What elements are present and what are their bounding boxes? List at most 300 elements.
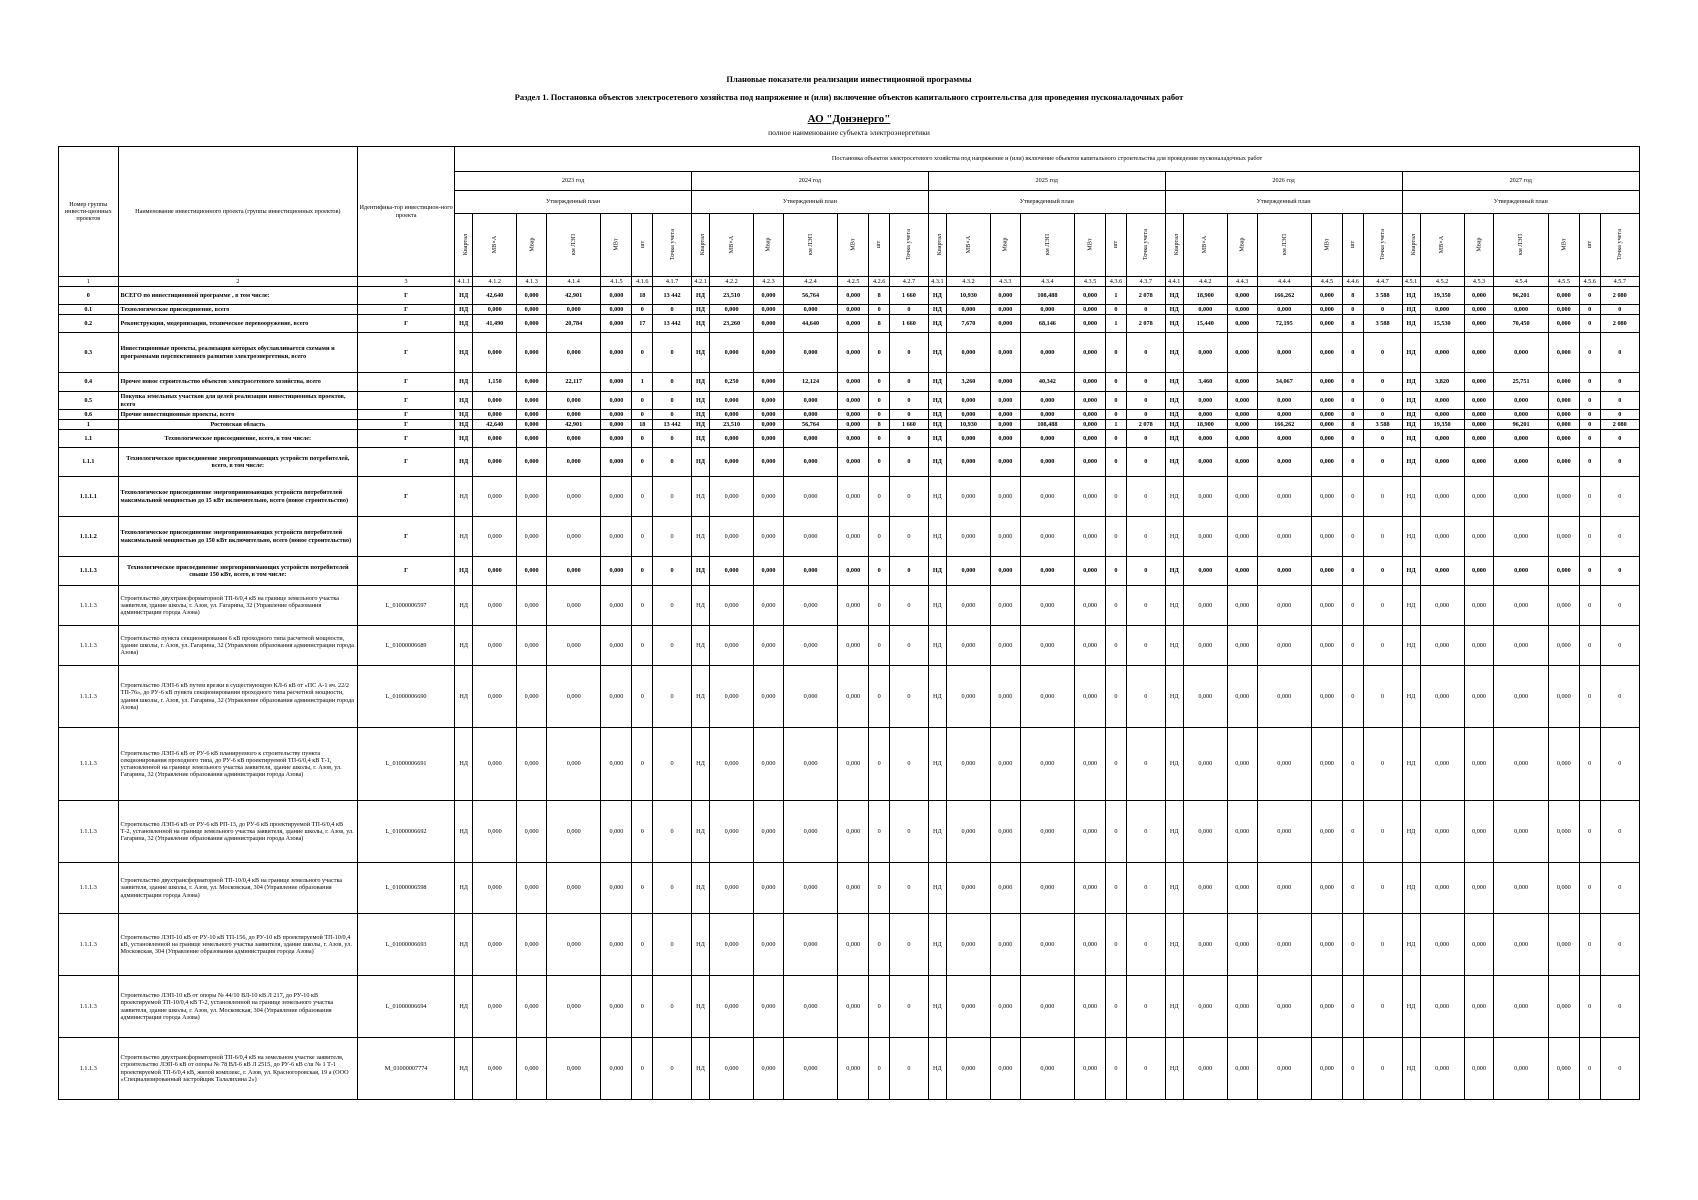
row-value: НД (928, 305, 946, 315)
row-value: 0,000 (1020, 430, 1074, 448)
row-value: НД (455, 392, 473, 410)
row-value: 0,000 (946, 305, 990, 315)
row-value: 0 (869, 430, 890, 448)
row-value: НД (1402, 801, 1420, 863)
row-value: НД (1402, 914, 1420, 976)
row-number: 1.1.1.3 (59, 863, 119, 914)
header-unit-label: МВт (849, 238, 857, 252)
row-value: 0 (1126, 517, 1165, 557)
row-value: 0,000 (946, 448, 990, 477)
row-value: 0,000 (1227, 315, 1257, 333)
row-value: НД (455, 410, 473, 420)
row-value: 0,000 (1548, 430, 1579, 448)
row-value: 0,000 (838, 666, 869, 728)
row-value: 0,000 (1257, 976, 1311, 1038)
row-value: 0,000 (1183, 517, 1227, 557)
row-value: 0,000 (1020, 333, 1074, 373)
row-value: 0,000 (1494, 392, 1548, 410)
row-value: 0,000 (1548, 517, 1579, 557)
row-value: 0,000 (1420, 477, 1464, 517)
row-value: 0,000 (1548, 287, 1579, 305)
row-value: 0,000 (990, 448, 1020, 477)
row-value: 0,000 (473, 305, 517, 315)
row-value: 0,000 (1183, 626, 1227, 666)
row-value: 0,000 (1311, 557, 1342, 586)
row-value: 0 (869, 801, 890, 863)
column-number: 4.4.3 (1227, 277, 1257, 287)
row-value: 0,000 (547, 626, 601, 666)
row-value: 0 (1363, 477, 1402, 517)
row-project-name: Ростовская область (118, 420, 357, 430)
row-value: 0,000 (754, 305, 784, 315)
row-value: 0,000 (1420, 305, 1464, 315)
row-value: 0 (1342, 305, 1363, 315)
row-value: 0,000 (754, 448, 784, 477)
header-unit (1126, 214, 1165, 277)
header-group-number: Номер группы инвести-ционных проектов (59, 147, 119, 277)
row-value: 0,000 (1075, 373, 1106, 392)
row-value: 0,000 (710, 626, 754, 666)
table-row (59, 448, 1640, 477)
row-value: 0 (1342, 448, 1363, 477)
row-project-name: Строительство двухтрансформаторной ТП-10/0,4 кВ на границе земельного участка заявителя, здание школы, г. Азов, ул. Московская, 304 (Управление образования администрации города Азова) (118, 863, 357, 914)
row-value: 0,000 (990, 410, 1020, 420)
row-value: 0 (1579, 333, 1600, 373)
row-value: 0,000 (1257, 914, 1311, 976)
column-number: 4.2.5 (838, 277, 869, 287)
row-value: 42,640 (473, 287, 517, 305)
row-value: 0 (1342, 914, 1363, 976)
row-value: 3 588 (1363, 287, 1402, 305)
row-value: 13 442 (653, 420, 692, 430)
row-project-name: Технологическое присоединение энергопринимающих устройств потребителей, всего, в том числе: (118, 448, 357, 477)
column-number: 4.5.2 (1420, 277, 1464, 287)
row-value: НД (1165, 914, 1183, 976)
row-number: 0 (59, 287, 119, 305)
column-number: 4.4.6 (1342, 277, 1363, 287)
row-value: 1 (1106, 287, 1127, 305)
row-value: 0 (1106, 914, 1127, 976)
row-value: 0,000 (1548, 914, 1579, 976)
row-value: 0 (889, 430, 928, 448)
row-value: 0 (1579, 305, 1600, 315)
row-value: 0,000 (1257, 557, 1311, 586)
row-value: 0,000 (1420, 863, 1464, 914)
row-value: 0,000 (754, 333, 784, 373)
row-value: НД (691, 315, 709, 333)
row-value: 0 (632, 801, 653, 863)
row-value: НД (691, 666, 709, 728)
column-number: 4.5.6 (1579, 277, 1600, 287)
row-value: 0,000 (838, 801, 869, 863)
row-value: 0,000 (946, 801, 990, 863)
header-unit-label: Квартал (699, 234, 707, 256)
row-value: 0,000 (1227, 287, 1257, 305)
row-value: 0 (889, 586, 928, 626)
row-value: 0 (632, 1038, 653, 1100)
row-value: 0,000 (1075, 666, 1106, 728)
row-value: 0,000 (1420, 914, 1464, 976)
row-value: 0,000 (1020, 976, 1074, 1038)
row-value: 0 (869, 448, 890, 477)
header-unit (928, 214, 946, 277)
row-value: 0,000 (1494, 666, 1548, 728)
header-unit-label: Точка учета (668, 229, 676, 261)
header-group-title: Постановка объектов электросетевого хозяйства под напряжение и (или) включение объектов капитального строительства для проведения пусконаладочных работ (455, 147, 1640, 172)
row-value: 0 (1106, 1038, 1127, 1100)
row-value: 0,000 (547, 914, 601, 976)
row-value: 0 (1600, 976, 1639, 1038)
row-value: 0 (1363, 305, 1402, 315)
row-value: 0 (1342, 976, 1363, 1038)
row-project-name: ВСЕГО по инвестиционной программе , в том числе: (118, 287, 357, 305)
row-value: 68,146 (1020, 315, 1074, 333)
row-value: 0,000 (990, 333, 1020, 373)
row-value: 0 (653, 410, 692, 420)
row-value: 0,000 (1257, 392, 1311, 410)
row-value: 0 (1600, 863, 1639, 914)
row-value: 0 (653, 333, 692, 373)
row-value: 0,000 (1464, 287, 1494, 305)
row-value: НД (1402, 586, 1420, 626)
row-value: 0,000 (1464, 586, 1494, 626)
row-value: 0,000 (1548, 666, 1579, 728)
row-value: 0 (1579, 430, 1600, 448)
row-value: НД (691, 557, 709, 586)
row-value: 0,000 (838, 448, 869, 477)
header-unit-label: Мвар (1001, 237, 1009, 253)
row-value: 18 (632, 287, 653, 305)
row-value: НД (691, 305, 709, 315)
row-value: 23,510 (710, 420, 754, 430)
header-unit-label: км ЛЭП (806, 234, 814, 256)
row-value: 0 (1600, 1038, 1639, 1100)
header-unit (946, 214, 990, 277)
row-value: 0,000 (1227, 863, 1257, 914)
row-number: 0.3 (59, 333, 119, 373)
row-value: 0 (1600, 305, 1639, 315)
row-value: 0 (1600, 392, 1639, 410)
row-value: 0 (889, 517, 928, 557)
row-value: НД (1165, 315, 1183, 333)
row-value: НД (455, 557, 473, 586)
row-project-id: Г (358, 410, 455, 420)
row-value: 0,000 (601, 315, 632, 333)
row-value: 0,000 (1075, 477, 1106, 517)
row-value: 0 (1126, 392, 1165, 410)
header-unit (517, 214, 547, 277)
row-value: 0 (1106, 430, 1127, 448)
header-project-id: Идентифика-тор инвестицион-ного проекта (358, 147, 455, 277)
row-project-name: Строительство двухтрансформаторной ТП-6/0,4 кВ на границе земельного участка заявителя, здание школы, г. Азов, ул. Гагарина, 32 (Управление образования администрации города Азова) (118, 586, 357, 626)
row-value: 23,260 (710, 315, 754, 333)
row-value: 0,000 (1227, 1038, 1257, 1100)
row-value: 0,000 (990, 420, 1020, 430)
row-value: 0,000 (517, 430, 547, 448)
row-value: 0,000 (710, 392, 754, 410)
row-value: 96,201 (1494, 420, 1548, 430)
row-value: 0,000 (1420, 976, 1464, 1038)
row-value: 0,000 (990, 392, 1020, 410)
row-value: 42,901 (547, 420, 601, 430)
row-value: 0 (1106, 517, 1127, 557)
row-value: 0 (1126, 1038, 1165, 1100)
row-value: 0,000 (547, 430, 601, 448)
row-project-name: Строительство ЛЭП-10 кВ от опоры № 44/10 ВЛ-10 кВ Л 217, до РУ-10 кВ проектируемой ТП-10/0,4 кВ Т-2, установленной на границе земельного участка заявителя, здание школы, г. Азов, ул. Московская, 304 (Управление образования администрации города Азова) (118, 976, 357, 1038)
row-value: 0,000 (990, 914, 1020, 976)
company-caption: полное наименование субъекта электроэнергетики (768, 128, 930, 137)
row-value: 0,000 (1075, 315, 1106, 333)
row-value: 0 (1579, 976, 1600, 1038)
row-value: 0,000 (1020, 392, 1074, 410)
row-value: 0,000 (1183, 430, 1227, 448)
row-value: 0 (632, 392, 653, 410)
row-project-id: Г (358, 315, 455, 333)
row-value: 0,000 (1311, 586, 1342, 626)
row-value: 0,000 (1257, 410, 1311, 420)
row-value: 42,640 (473, 420, 517, 430)
row-value: 0,000 (1464, 448, 1494, 477)
row-value: 0 (632, 410, 653, 420)
row-value: 0 (1342, 557, 1363, 586)
row-value: 0 (889, 557, 928, 586)
row-project-id: Г (358, 477, 455, 517)
row-value: 40,342 (1020, 373, 1074, 392)
header-unit (1311, 214, 1342, 277)
row-value: 0,000 (547, 477, 601, 517)
row-value: 2 078 (1126, 420, 1165, 430)
table-row (59, 373, 1640, 392)
row-value: 0,000 (601, 517, 632, 557)
row-value: 0,000 (547, 801, 601, 863)
row-value: НД (691, 392, 709, 410)
row-value: 0 (1363, 586, 1402, 626)
row-value: 0,000 (517, 287, 547, 305)
row-value: 0 (1600, 410, 1639, 420)
row-value: 19,350 (1420, 420, 1464, 430)
header-unit-label: Квартал (935, 234, 943, 256)
row-value: 0,000 (1464, 801, 1494, 863)
row-value: 0 (1106, 305, 1127, 315)
row-value: 0,000 (517, 863, 547, 914)
row-value: 0,000 (1420, 410, 1464, 420)
row-value: НД (1402, 557, 1420, 586)
row-value: 0,000 (1548, 976, 1579, 1038)
row-value: 0 (653, 914, 692, 976)
column-number: 4.1.7 (653, 277, 692, 287)
row-value: 72,195 (1257, 315, 1311, 333)
header-unit-label: шт (1112, 241, 1120, 249)
row-value: 0 (1600, 914, 1639, 976)
row-value: НД (1165, 626, 1183, 666)
row-value: 2 078 (1126, 287, 1165, 305)
column-number: 4.3.2 (946, 277, 990, 287)
row-value: НД (1165, 801, 1183, 863)
row-value: 0,000 (1464, 315, 1494, 333)
row-value: 0,000 (783, 517, 837, 557)
table-row (59, 976, 1640, 1038)
row-value: 0,000 (1311, 420, 1342, 430)
row-number: 0.4 (59, 373, 119, 392)
row-value: НД (928, 373, 946, 392)
row-value: 0 (653, 863, 692, 914)
row-value: 0,000 (783, 430, 837, 448)
row-value: 0,000 (1227, 430, 1257, 448)
row-value: 0,000 (1257, 305, 1311, 315)
row-project-name: Реконструкция, модернизация, техническое перевооружение, всего (118, 315, 357, 333)
row-value: 0,000 (783, 557, 837, 586)
row-value: 0 (1579, 287, 1600, 305)
row-value: НД (455, 333, 473, 373)
row-number: 1.1.1.3 (59, 914, 119, 976)
row-value: НД (1402, 430, 1420, 448)
row-value: НД (455, 305, 473, 315)
header-unit-label: Квартал (462, 234, 470, 256)
row-value: 0 (653, 392, 692, 410)
row-project-id: Г (358, 305, 455, 315)
row-value: 0,000 (1494, 333, 1548, 373)
row-value: 0 (869, 728, 890, 801)
header-unit-label: Точка учета (905, 229, 913, 261)
row-value: 0,000 (1311, 305, 1342, 315)
table-row (59, 430, 1640, 448)
row-value: НД (1165, 420, 1183, 430)
row-value: 0,000 (1548, 448, 1579, 477)
row-number: 1.1.1.3 (59, 626, 119, 666)
row-value: 0,000 (1075, 305, 1106, 315)
row-value: 0,000 (783, 626, 837, 666)
row-value: 0 (1342, 410, 1363, 420)
row-value: 0,000 (990, 305, 1020, 315)
row-value: 0,000 (990, 728, 1020, 801)
row-value: 0,000 (601, 448, 632, 477)
row-value: 0,000 (1464, 626, 1494, 666)
row-value: 0,000 (783, 448, 837, 477)
row-value: 0,000 (838, 586, 869, 626)
row-value: 0 (869, 914, 890, 976)
row-value: 0,000 (1020, 1038, 1074, 1100)
row-project-id: L_01000006693 (358, 914, 455, 976)
column-number: 4.3.3 (990, 277, 1020, 287)
row-value: 0,000 (517, 477, 547, 517)
row-value: 0,000 (1257, 863, 1311, 914)
row-value: 0,000 (1227, 392, 1257, 410)
row-value: НД (928, 863, 946, 914)
row-value: 0 (1600, 477, 1639, 517)
row-value: 0 (1579, 914, 1600, 976)
row-value: НД (1402, 420, 1420, 430)
row-value: 0,000 (754, 477, 784, 517)
row-value: НД (691, 914, 709, 976)
row-value: 0,000 (1075, 420, 1106, 430)
column-number: 4.2.7 (889, 277, 928, 287)
row-value: 0 (1600, 801, 1639, 863)
row-value: НД (455, 430, 473, 448)
row-value: 0,000 (547, 410, 601, 420)
row-value: 0 (1579, 448, 1600, 477)
row-project-id: Г (358, 448, 455, 477)
row-value: 7,670 (946, 315, 990, 333)
row-value: 0,000 (783, 586, 837, 626)
row-project-name: Прочие инвестиционные проекты, всего (118, 410, 357, 420)
row-value: НД (691, 333, 709, 373)
row-value: 0,000 (1464, 517, 1494, 557)
row-value: 0,000 (990, 557, 1020, 586)
row-number: 1.1.1.2 (59, 517, 119, 557)
row-value: 0,000 (517, 333, 547, 373)
row-project-id: L_01000006692 (358, 801, 455, 863)
header-approved-plan: Утвержденный план (1165, 191, 1402, 214)
row-value: 0 (869, 333, 890, 373)
row-value: НД (455, 801, 473, 863)
header-approved-plan: Утвержденный план (1402, 191, 1640, 214)
header-unit-label: МВ×А (964, 236, 972, 254)
row-value: 0,000 (547, 517, 601, 557)
row-value: НД (928, 626, 946, 666)
row-value: 0,000 (783, 333, 837, 373)
row-project-name: Технологическое присоединение, всего (118, 305, 357, 315)
row-value: НД (928, 728, 946, 801)
row-value: 0,000 (1494, 305, 1548, 315)
row-value: 0,000 (1227, 626, 1257, 666)
row-value: НД (455, 666, 473, 728)
header-unit (691, 214, 709, 277)
row-value: НД (455, 863, 473, 914)
header-unit (632, 214, 653, 277)
row-value: 0 (1600, 333, 1639, 373)
row-value: 0,000 (601, 976, 632, 1038)
row-value: 0,000 (1464, 728, 1494, 801)
row-value: 0,000 (1311, 315, 1342, 333)
row-value: 0,000 (1020, 666, 1074, 728)
row-value: НД (691, 430, 709, 448)
row-value: 0,000 (601, 430, 632, 448)
row-project-id: Г (358, 392, 455, 410)
row-value: 0,000 (754, 801, 784, 863)
row-value: НД (691, 976, 709, 1038)
table-row (59, 517, 1640, 557)
row-value: 0 (1126, 430, 1165, 448)
header-unit (455, 214, 473, 277)
header-unit (990, 214, 1020, 277)
row-value: 0,000 (1311, 728, 1342, 801)
header-unit-label: шт (875, 241, 883, 249)
row-value: 0,000 (1494, 557, 1548, 586)
row-value: 0 (1126, 448, 1165, 477)
row-value: НД (455, 420, 473, 430)
row-project-id: L_01000006689 (358, 626, 455, 666)
row-value: 0 (1363, 976, 1402, 1038)
row-value: 3,820 (1420, 373, 1464, 392)
row-value: НД (1402, 863, 1420, 914)
row-value: 0,000 (601, 557, 632, 586)
row-value: 0,000 (838, 477, 869, 517)
row-value: 0,000 (1464, 477, 1494, 517)
row-value: 0 (1342, 392, 1363, 410)
row-value: 0 (1579, 315, 1600, 333)
row-project-name: Строительство ЛЭП-6 кВ от РУ-6 кВ планируемого к строительству пункта секционирования проходного типа, до РУ-6 кВ проектируемой ТП-6/0,4 кВ Т-1, установленной на границе земельного участка заявителя, здание школы, г. Азов, ул. Гагарина, 32 (Управление образования администрации города Азова) (118, 728, 357, 801)
row-value: 0,000 (710, 410, 754, 420)
row-value: 0,000 (990, 1038, 1020, 1100)
row-value: 0,000 (1548, 801, 1579, 863)
row-value: 0,000 (1548, 728, 1579, 801)
header-unit (1548, 214, 1579, 277)
header-year: 2023 год (455, 172, 692, 191)
row-value: 0,000 (838, 863, 869, 914)
row-value: 0,000 (946, 976, 990, 1038)
row-value: 0,000 (547, 976, 601, 1038)
header-unit-label: Квартал (1409, 234, 1417, 256)
